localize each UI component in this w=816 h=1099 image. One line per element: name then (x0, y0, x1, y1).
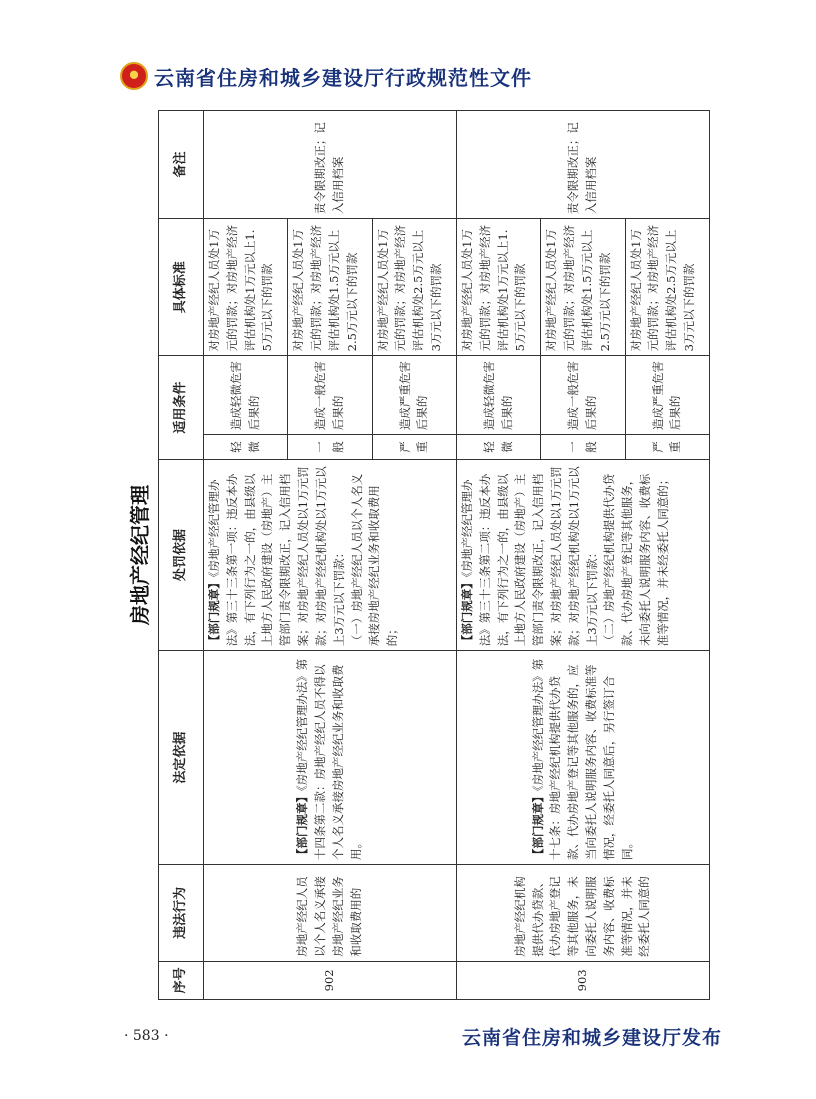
row-id: 903 (456, 961, 709, 999)
page-number: · 583 · (124, 1028, 169, 1044)
tier-level: 一般 (288, 435, 372, 460)
tier-condition: 造成严重危害后果的 (625, 356, 709, 435)
col-header-condition: 适用条件 (159, 356, 204, 460)
document-header (120, 56, 532, 96)
tier-condition: 造成严重危害后果的 (372, 356, 456, 435)
tier-standard: 对房地产经纪人员处1万元的罚款；对房地产经济评估机构处1万元以上1.5万元以下的罚款 (204, 219, 288, 356)
col-header-violation: 违法行为 (159, 864, 204, 961)
legal-basis-cell (456, 651, 709, 865)
header-title: 云南省住房和城乡建设厅行政规范性文件 (154, 65, 532, 90)
col-header-note: 备注 (159, 111, 204, 219)
tier-level: 严重 (625, 435, 709, 460)
tier-standard: 对房地产经纪人员处1万元的罚款；对房地产经济评估机构处1万元以上1.5万元以下的罚款 (456, 219, 540, 356)
penalty-basis-item: （一）房地产经纪人员以个人名义承接房地产经纪业务和收取费用的； (349, 473, 400, 647)
tier-level: 轻微 (204, 435, 288, 460)
legal-basis-text: 《房地产经纪管理办法》第十四条第二款：房地产经纪人员不得以个人名义承接房地产经纪业务和收取费用。 (295, 658, 363, 860)
tier-condition: 造成轻微危害后果的 (456, 356, 540, 435)
tier-level: 轻微 (456, 435, 540, 460)
table-row (204, 111, 288, 1000)
tier-standard: 对房地产经纪人员处1万元的罚款；对房地产经济评估机构处2.5万元以上3万元以下的罚款 (372, 219, 456, 356)
table-header-row (159, 111, 204, 1000)
note-cell: 责令限期改正；记入信用档案 (456, 111, 709, 219)
penalty-basis-tag: 【部门规章】 (459, 577, 474, 647)
col-header-penalty-basis: 处罚依据 (159, 459, 204, 650)
penalty-basis-text: 《房地产经纪管理办法》第三十三条第一项：违反本办法，有下列行为之一的，由县级以上地方人民政府建设（房地产）主管部门责令限期改正，记入信用档案；对房地产经纪人员处以1万元罚款；对房地产经纪机构处以1万元以上3万元以下罚款： (207, 466, 346, 647)
rotated-page-content (120, 110, 710, 1000)
tier-standard: 对房地产经纪人员处1万元的罚款；对房地产经济评估机构处1.5万元以上2.5万元以下的罚款 (541, 219, 625, 356)
penalty-basis-item: （二）房地产经纪机构提供代办贷款、代办房地产登记等其他服务，未向委托人说明服务内容、收费标准等情况，并未经委托人同意的； (602, 473, 670, 647)
penalty-basis-tag: 【部门规章】 (207, 577, 221, 647)
row-id: 902 (204, 961, 457, 999)
col-header-legal-basis: 法定依据 (159, 651, 204, 865)
tier-standard: 对房地产经纪人员处1万元的罚款；对房地产经济评估机构处2.5万元以上3万元以下的罚款 (625, 219, 709, 356)
tier-condition: 造成一般危害后果的 (288, 356, 372, 435)
tier-condition: 造成轻微危害后果的 (204, 356, 288, 435)
penalty-basis-text: 《房地产经纪管理办法》第三十三条第二项：违反本办法，有下列行为之一的，由县级以上地方人民政府建设（房地产）主管部门责令限期改正，记入信用档案；对房地产经纪人员处以1万元罚款；对房地产经纪机构处以1万元以上3万元以下罚款： (459, 466, 599, 647)
col-header-id: 序号 (159, 961, 204, 999)
tier-condition: 造成一般危害后果的 (541, 356, 625, 435)
national-emblem-icon (120, 62, 148, 90)
violation-cell: 房地产经纪机构提供代办贷款、代办房地产登记等其他服务，未向委托人说明服务内容、收费标准等情况，并未经委托人同意的 (456, 864, 709, 961)
tier-level: 严重 (372, 435, 456, 460)
penalty-basis-cell (456, 459, 709, 650)
tier-standard: 对房地产经纪人员处1万元的罚款；对房地产经济评估机构处1.5万元以上2.5万元以下的罚款 (288, 219, 372, 356)
note-cell: 责令限期改正；记入信用档案 (204, 111, 457, 219)
violation-cell: 房地产经纪人员以个人名义承接房地产经纪业务和收取费用的 (204, 864, 457, 961)
penalty-basis-cell (204, 459, 457, 650)
legal-basis-tag: 【部门规章】 (295, 790, 310, 860)
legal-basis-cell (204, 651, 457, 865)
penalty-table (158, 110, 710, 1000)
legal-basis-tag: 【部门规章】 (530, 790, 545, 860)
tier-level: 一般 (541, 435, 625, 460)
col-header-standard: 具体标准 (159, 219, 204, 356)
legal-basis-text: 《房地产经纪管理办法》第十七条：房地产经纪机构提供代办贷款、代办房地产登记等其他服务的，应当向委托人说明服务内容、收费标准等情况，经委托人同意后，另行签订合同。 (530, 658, 634, 860)
table-row (456, 111, 540, 1000)
section-title: 房地产经纪管理 (127, 485, 152, 625)
footer-publisher: 云南省住房和城乡建设厅发布 (462, 1027, 723, 1049)
